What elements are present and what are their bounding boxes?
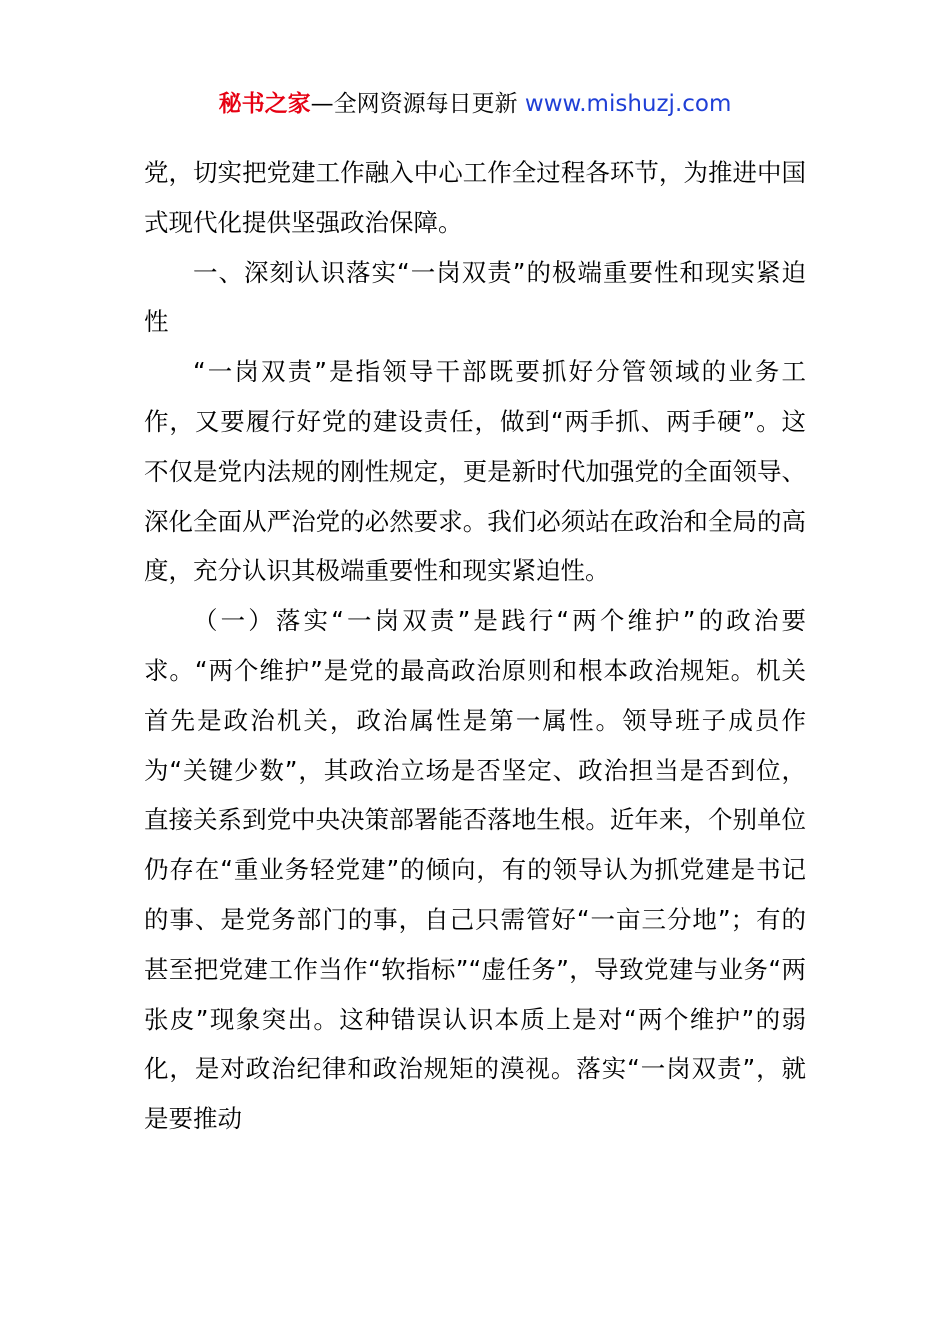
paragraph-continuation: 党，切实把党建工作融入中心工作全过程各环节，为推进中国式现代化提供坚强政治保障。 [144, 158, 806, 237]
site-name: 秘书之家 [218, 91, 311, 117]
paragraph-definition: “一岗双责”是指领导干部既要抓好分管领域的业务工作，又要履行好党的建设责任，做到“两手抓、两手硬”。这不仅是党内法规的刚性规定，更是新时代加强党的全面领导、深化全面从严治党的必然要求。我们必须站在政治和全局的高度，充分认识其极端重要性和现实紧迫性。 [144, 357, 806, 586]
site-tagline: —全网资源每日更新 [310, 91, 525, 117]
document-body [144, 148, 806, 1144]
page-header [0, 86, 950, 122]
site-url-link[interactable]: www.mishuzj.com [524, 91, 732, 117]
section-heading: 一、深刻认识落实“一岗双责”的极端重要性和现实紧迫性 [144, 257, 806, 337]
paragraph-subsection-one: （一）落实“一岗双责”是践行“两个维护”的政治要求。“两个维护”是党的最高政治原则和根本政治规矩。机关首先是政治机关，政治属性是第一属性。领导班子成员作为“关键少数”，其政治立场是否坚定、政治担当是否到位，直接关系到党中央决策部署能否落地生根。近年来，个别单位仍存在“重业务轻党建”的倾向，有的领导认为抓党建是书记的事、是党务部门的事，自己只需管好“一亩三分地”；有的甚至把党建工作当作“软指标”“虚任务”，导致党建与业务“两张皮”现象突出。这种错误认识本质上是对“两个维护”的弱化，是对政治纪律和政治规矩的漠视。落实“一岗双责”，就是要推动 [144, 606, 806, 1134]
